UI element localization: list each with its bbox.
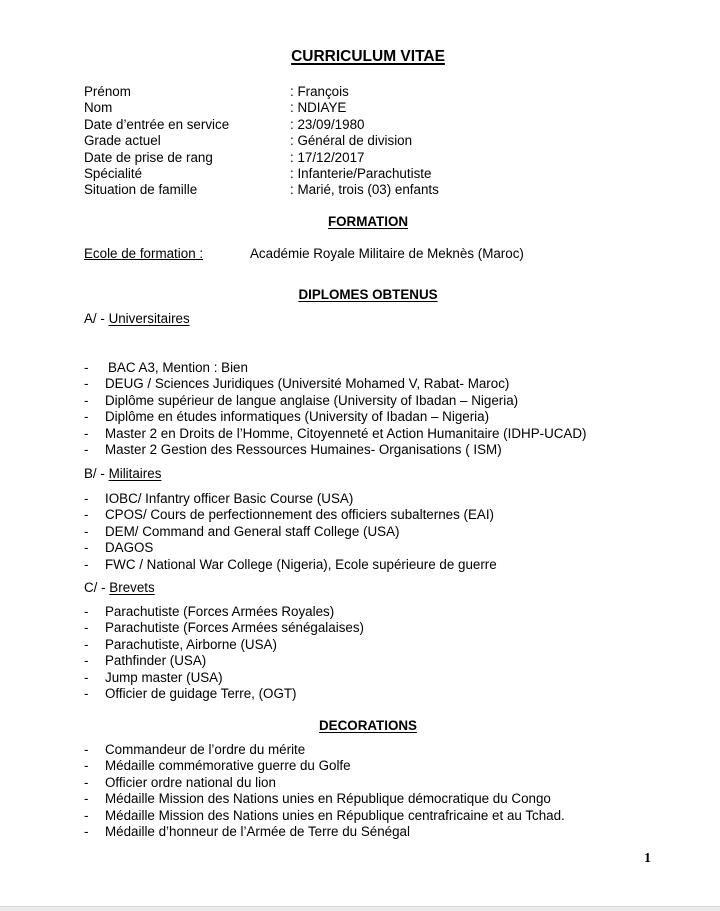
document-title: CURRICULUM VITAE (291, 48, 445, 65)
info-value: : Marié, trois (03) enfants (290, 182, 439, 198)
info-row-grade (84, 133, 439, 149)
subheading-label: Brevets (109, 580, 155, 595)
subheading-prefix: B/ - (84, 466, 109, 481)
info-row-prenom (84, 84, 439, 100)
bullet-dash: - (84, 774, 89, 790)
list-item: - Médaille Mission des Nations unies en République centrafricaine et au Tchad. (84, 807, 565, 823)
bullet-dash: - (84, 758, 89, 774)
bullet-dash: - (84, 653, 89, 669)
bullet-dash: - (84, 685, 89, 701)
bullet-dash: - (84, 360, 89, 375)
brevets-list (84, 604, 364, 702)
info-row-specialite (84, 166, 439, 182)
list-item: - Médaille commémorative guerre du Golfe (84, 758, 351, 774)
subheading-militaires (84, 466, 161, 481)
list-item: - Parachutiste, Airborne (USA) (84, 636, 277, 652)
subheading-prefix: C/ - (84, 580, 110, 595)
subheading-label: Universitaires (108, 311, 190, 326)
ecole-label: Ecole de formation : (84, 246, 204, 261)
bullet-dash: - (84, 425, 89, 441)
info-value: : 17/12/2017 (290, 149, 365, 165)
list-item: - DAGOS (84, 540, 154, 556)
list-item: - Parachutiste (Forces Armées Royales) (84, 604, 335, 619)
info-label: Situation de famille (84, 182, 198, 198)
subheading-label: Militaires (108, 466, 162, 481)
bullet-dash: - (84, 742, 89, 757)
bullet-dash: - (84, 441, 89, 457)
info-label: Prénom (84, 84, 131, 99)
bullet-dash: - (84, 392, 89, 408)
info-row-situation (84, 182, 439, 198)
diplomes-heading: DIPLOMES OBTENUS (298, 287, 438, 302)
ecole-value: Académie Royale Militaire de Meknès (Maroc) (250, 246, 524, 261)
bullet-dash: - (84, 376, 89, 392)
list-item: - FWC / National War College (Nigeria), Ecole supérieure de guerre (84, 556, 497, 572)
list-item: - Officier ordre national du lion (84, 774, 276, 790)
info-value: : François (290, 84, 349, 99)
subheading-prefix: A/ - (84, 311, 109, 326)
list-item: - Commandeur de l’ordre du mérite (84, 742, 306, 757)
bullet-dash: - (84, 540, 89, 556)
bullet-dash: - (84, 409, 89, 425)
list-item: - Pathfinder (USA) (84, 653, 207, 669)
list-item: - Médaille Mission des Nations unies en République démocratique du Congo (84, 791, 551, 807)
subheading-universitaires (84, 311, 190, 326)
list-item: - IOBC/ Infantry officer Basic Course (USA) (84, 491, 354, 506)
info-value: : Infanterie/Parachutiste (290, 165, 432, 181)
list-item: - Parachutiste (Forces Armées sénégalaises) (84, 620, 364, 636)
formation-heading: FORMATION (327, 214, 409, 229)
bullet-dash: - (84, 791, 89, 807)
info-label: Nom (84, 100, 113, 116)
bullet-dash: - (84, 807, 89, 823)
ecole-de-formation (84, 246, 524, 261)
list-item: - DEM/ Command and General staff College (USA) (84, 523, 400, 539)
militaires-list (84, 491, 497, 573)
info-row-date-entree (84, 117, 439, 133)
info-value: : NDIAYE (290, 100, 347, 116)
decorations-heading: DECORATIONS (319, 718, 417, 733)
list-item: - Officier de guidage Terre, (OGT) (84, 685, 297, 701)
bullet-dash: - (84, 604, 89, 619)
list-item: - Jump master (USA) (84, 669, 223, 685)
list-item: - CPOS/ Cours de perfectionnement des officiers subalternes (EAI) (84, 507, 495, 523)
list-item: - Médaille d’honneur de l’Armée de Terre du Sénégal (84, 823, 410, 839)
personal-info (84, 84, 439, 199)
bullet-dash: - (84, 636, 89, 652)
list-item: - BAC A3, Mention : Bien (84, 360, 248, 375)
info-label: Grade actuel (84, 133, 161, 149)
info-value: : Général de division (290, 133, 413, 149)
info-row-nom (84, 100, 439, 116)
bullet-dash: - (84, 669, 89, 685)
info-row-date-rang (84, 150, 439, 166)
list-item: - Master 2 en Droits de l’Homme, Citoyenneté et Action Humanitaire (IDHP-UCAD) (84, 425, 587, 441)
bullet-dash: - (84, 823, 89, 839)
decorations-list (84, 742, 565, 840)
list-item: - Diplôme supérieur de langue anglaise (University of Ibadan – Nigeria) (84, 392, 519, 408)
info-label: Date d’entrée en service (84, 116, 230, 132)
info-label: Spécialité (84, 165, 143, 181)
list-item: - Master 2 Gestion des Ressources Humaines- Organisations ( ISM) (84, 441, 502, 457)
bullet-dash: - (84, 523, 89, 539)
universitaires-list (84, 360, 587, 458)
subheading-brevets (84, 580, 155, 595)
page-edge-divider (0, 906, 720, 911)
bullet-dash: - (84, 507, 89, 523)
bullet-dash: - (84, 491, 89, 506)
info-value: : 23/09/1980 (290, 116, 365, 132)
list-item: - DEUG / Sciences Juridiques (Université Mohamed V, Rabat- Maroc) (84, 376, 510, 392)
bullet-dash: - (84, 556, 89, 572)
page-number: 1 (644, 851, 651, 866)
info-label: Date de prise de rang (84, 149, 213, 165)
list-item: - Diplôme en études informatiques (University of Ibadan – Nigeria) (84, 409, 490, 425)
bullet-dash: - (84, 620, 89, 636)
